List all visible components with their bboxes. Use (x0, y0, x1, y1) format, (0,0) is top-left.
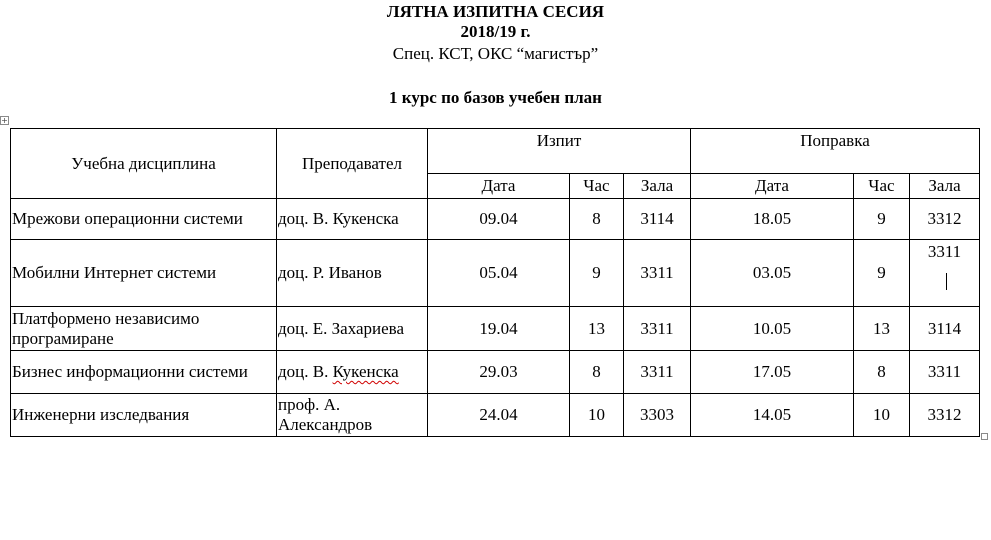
retake-date-cell[interactable]: 14.05 (691, 394, 854, 437)
table-row (11, 394, 980, 437)
retake-hour-cell[interactable]: 8 (854, 351, 910, 394)
discipline-cell[interactable]: Мобилни Интернет системи (11, 240, 277, 307)
retake-hour-cell[interactable]: 9 (854, 240, 910, 307)
teacher-cell[interactable] (277, 351, 428, 394)
discipline-cell[interactable]: Бизнес информационни системи (11, 351, 277, 394)
retake-hour-cell[interactable]: 9 (854, 199, 910, 240)
exam-room-cell[interactable]: 3114 (624, 199, 691, 240)
header-retake-room[interactable]: Зала (910, 174, 980, 199)
header-exam-hour[interactable]: Час (570, 174, 624, 199)
retake-hour-cell[interactable]: 10 (854, 394, 910, 437)
retake-room-cell[interactable]: 3114 (910, 307, 980, 351)
text-cursor (946, 273, 947, 290)
exam-date-cell[interactable]: 09.04 (428, 199, 570, 240)
exam-date-cell[interactable]: 19.04 (428, 307, 570, 351)
teacher-cell[interactable]: доц. Е. Захариева (277, 307, 428, 351)
teacher-cell[interactable]: доц. В. Кукенска (277, 199, 428, 240)
exam-room-cell[interactable]: 3311 (624, 351, 691, 394)
specialty-line: Спец. КСТ, ОКС “магистър” (392, 44, 599, 63)
header-teacher[interactable]: Преподавател (277, 129, 428, 199)
header-retake-group[interactable]: Поправка (691, 129, 980, 174)
table-resize-handle[interactable] (981, 433, 988, 440)
retake-date-cell[interactable]: 17.05 (691, 351, 854, 394)
discipline-cell[interactable]: Инженерни изследвания (11, 394, 277, 437)
teacher-cell[interactable]: доц. Р. Иванов (277, 240, 428, 307)
exam-date-cell[interactable]: 29.03 (428, 351, 570, 394)
header-discipline[interactable]: Учебна дисциплина (11, 129, 277, 199)
table-header-row (11, 129, 980, 174)
exam-date-cell[interactable]: 24.04 (428, 394, 570, 437)
header-exam-date[interactable]: Дата (428, 174, 570, 199)
exam-date-cell[interactable]: 05.04 (428, 240, 570, 307)
exam-hour-cell[interactable]: 8 (570, 199, 624, 240)
discipline-cell[interactable]: Платформено независимо програмиране (11, 307, 277, 351)
retake-date-cell[interactable]: 10.05 (691, 307, 854, 351)
exam-room-cell[interactable]: 3311 (624, 307, 691, 351)
exam-schedule-table (10, 128, 980, 437)
retake-date-cell[interactable]: 18.05 (691, 199, 854, 240)
exam-room-cell[interactable]: 3311 (624, 240, 691, 307)
retake-date-cell[interactable]: 03.05 (691, 240, 854, 307)
exam-hour-cell[interactable]: 13 (570, 307, 624, 351)
retake-room-cell[interactable]: 3311 (910, 240, 980, 307)
teacher-cell[interactable]: проф. А. Александров (277, 394, 428, 437)
table-move-handle-icon[interactable]: + (1, 116, 8, 125)
table-row (11, 351, 980, 394)
retake-room-cell[interactable]: 3312 (910, 394, 980, 437)
teacher-prefix: доц. В. (278, 362, 333, 381)
table-row (11, 240, 980, 307)
table-row (11, 307, 980, 351)
header-exam-room[interactable]: Зала (624, 174, 691, 199)
retake-room-cell[interactable]: 3312 (910, 199, 980, 240)
academic-year: 2018/19 г. (460, 22, 531, 41)
discipline-cell[interactable]: Мрежови операционни системи (11, 199, 277, 240)
exam-hour-cell[interactable]: 9 (570, 240, 624, 307)
exam-hour-cell[interactable]: 8 (570, 351, 624, 394)
header-retake-date[interactable]: Дата (691, 174, 854, 199)
retake-room-cell[interactable]: 3311 (910, 351, 980, 394)
teacher-surname-spellcheck: Кукенска (332, 362, 399, 381)
exam-room-cell[interactable]: 3303 (624, 394, 691, 437)
header-retake-hour[interactable]: Час (854, 174, 910, 199)
table-row (11, 199, 980, 240)
course-heading: 1 курс по базов учебен план (389, 88, 602, 107)
page-title: ЛЯТНА ИЗПИТНА СЕСИЯ (386, 2, 605, 21)
header-exam-group[interactable]: Изпит (428, 129, 691, 174)
exam-hour-cell[interactable]: 10 (570, 394, 624, 437)
retake-hour-cell[interactable]: 13 (854, 307, 910, 351)
